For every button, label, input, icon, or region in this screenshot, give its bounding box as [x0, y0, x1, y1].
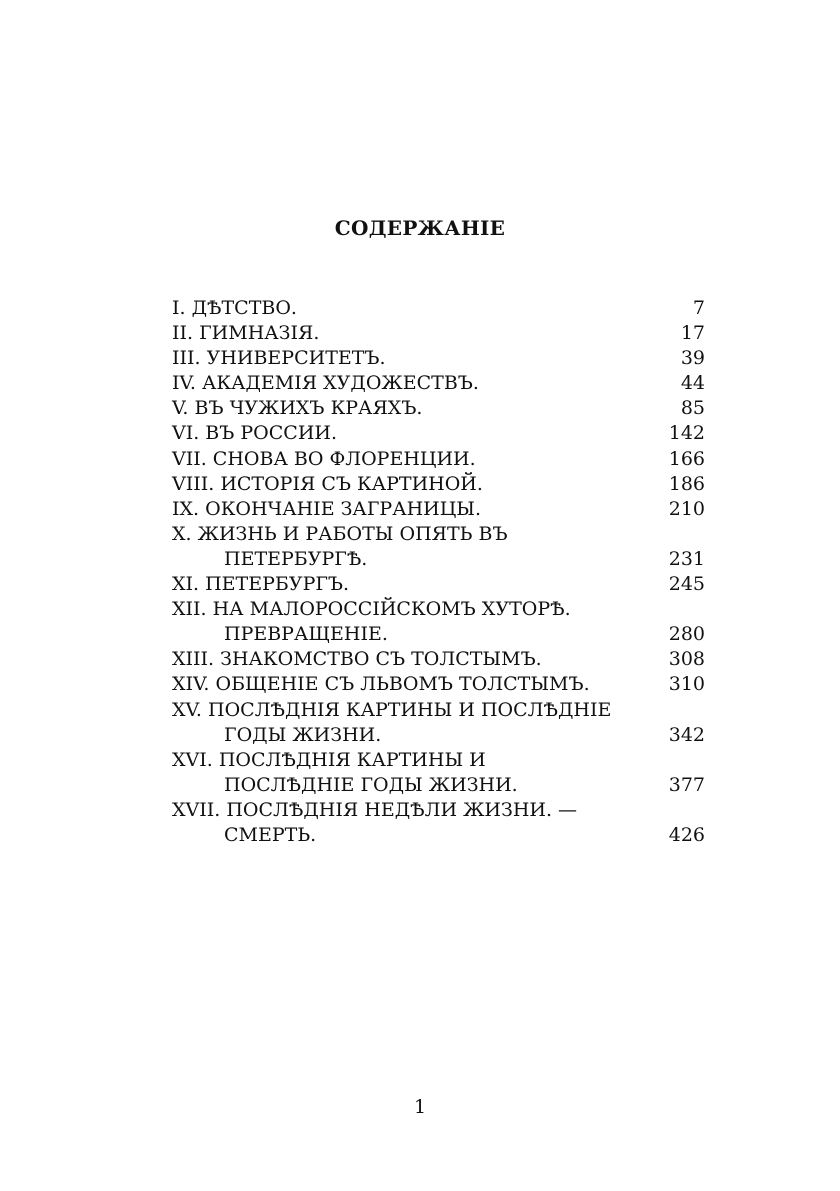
toc-entry-page: 426 [668, 823, 705, 846]
toc-entry [172, 296, 705, 321]
toc-entry-continuation [172, 622, 705, 647]
toc-entry-continuation [172, 547, 705, 572]
toc-entry [172, 698, 705, 723]
toc-entry-title: IV. АКАДЕМІЯ ХУДОЖЕСТВЪ. [172, 372, 479, 395]
toc-entry [172, 672, 705, 697]
toc-entry-title: СМЕРТЬ. [224, 823, 317, 846]
toc-entry [172, 447, 705, 472]
toc-entry-title: V. ВЪ ЧУЖИХЪ КРАЯХЪ. [172, 397, 423, 420]
toc-entry-page: 142 [668, 422, 705, 445]
toc-entry-page: 280 [668, 623, 705, 646]
page-title: СОДЕРЖАНІЕ [334, 216, 506, 240]
toc-entry [172, 798, 705, 823]
toc-entry [172, 597, 705, 622]
toc-entry [172, 522, 705, 547]
toc-entry-page: 166 [668, 447, 705, 470]
table-of-contents [172, 296, 705, 848]
toc-entry [172, 346, 705, 371]
toc-entry-title: IX. ОКОНЧАНІЕ ЗАГРАНИЦЫ. [172, 497, 482, 520]
toc-entry-title: XV. ПОСЛѢДНІЯ КАРТИНЫ И ПОСЛѢДНІЕ [172, 698, 612, 721]
toc-entry [172, 421, 705, 446]
toc-entry-page: 85 [680, 397, 705, 420]
toc-entry-title: XVII. ПОСЛѢДНІЯ НЕДѢЛИ ЖИЗНИ. — [172, 798, 578, 821]
toc-entry-title: XIII. ЗНАКОМСТВО СЪ ТОЛСТЫМЪ. [172, 648, 542, 671]
toc-entry-page: 17 [680, 322, 705, 345]
toc-entry-title: VI. ВЪ РОССИИ. [172, 422, 338, 445]
toc-entry [172, 497, 705, 522]
toc-entry-page: 44 [680, 372, 705, 395]
toc-entry [172, 371, 705, 396]
toc-entry-page: 210 [668, 497, 705, 520]
toc-entry-page: 377 [668, 773, 705, 796]
toc-entry [172, 748, 705, 773]
toc-entry-title: ПОСЛѢДНІЕ ГОДЫ ЖИЗНИ. [224, 773, 518, 796]
toc-entry-page: 245 [668, 573, 705, 596]
toc-entry-page: 7 [692, 297, 705, 319]
toc-entry-page: 231 [668, 547, 705, 570]
toc-entry-title: XVI. ПОСЛѢДНІЯ КАРТИНЫ И [172, 748, 486, 771]
toc-entry [172, 396, 705, 421]
toc-entry-page: 342 [668, 723, 705, 746]
toc-entry-continuation [172, 823, 705, 848]
toc-entry-title: XI. ПЕТЕРБУРГЪ. [172, 573, 350, 596]
toc-entry [172, 321, 705, 346]
toc-entry-title: XII. НА МАЛОРОССІЙСКОМЪ ХУТОРѢ. [172, 598, 571, 621]
toc-entry [172, 647, 705, 672]
toc-entry-page: 308 [668, 648, 705, 671]
toc-entry-title: VIII. ИСТОРІЯ СЪ КАРТИНОЙ. [172, 472, 483, 495]
toc-entry-continuation [172, 723, 705, 748]
toc-entry-title: II. ГИМНАЗІЯ. [172, 322, 320, 345]
toc-entry-title: X. ЖИЗНЬ И РАБОТЫ ОПЯТЬ ВЪ [172, 522, 508, 545]
toc-entry-continuation [172, 773, 705, 798]
toc-entry-title: ПРЕВРАЩЕНІЕ. [224, 623, 388, 646]
toc-entry-title: XIV. ОБЩЕНІЕ СЪ ЛЬВОМЪ ТОЛСТЫМЪ. [172, 673, 590, 696]
toc-entry-title: III. УНИВЕРСИТЕТЪ. [172, 347, 386, 370]
toc-entry-title: I. ДѢТСТВО. [172, 297, 297, 319]
toc-entry-page: 39 [680, 347, 705, 370]
toc-entry-title: VII. СНОВА ВО ФЛОРЕНЦИИ. [172, 447, 476, 470]
toc-entry-title: ГОДЫ ЖИЗНИ. [224, 723, 382, 746]
toc-entry [172, 572, 705, 597]
toc-entry-title: ПЕТЕРБУРГѢ. [224, 547, 368, 570]
toc-entry [172, 472, 705, 497]
toc-entry-page: 310 [668, 673, 705, 696]
page-number: 1 [413, 1096, 427, 1118]
toc-entry-page: 186 [668, 472, 705, 495]
